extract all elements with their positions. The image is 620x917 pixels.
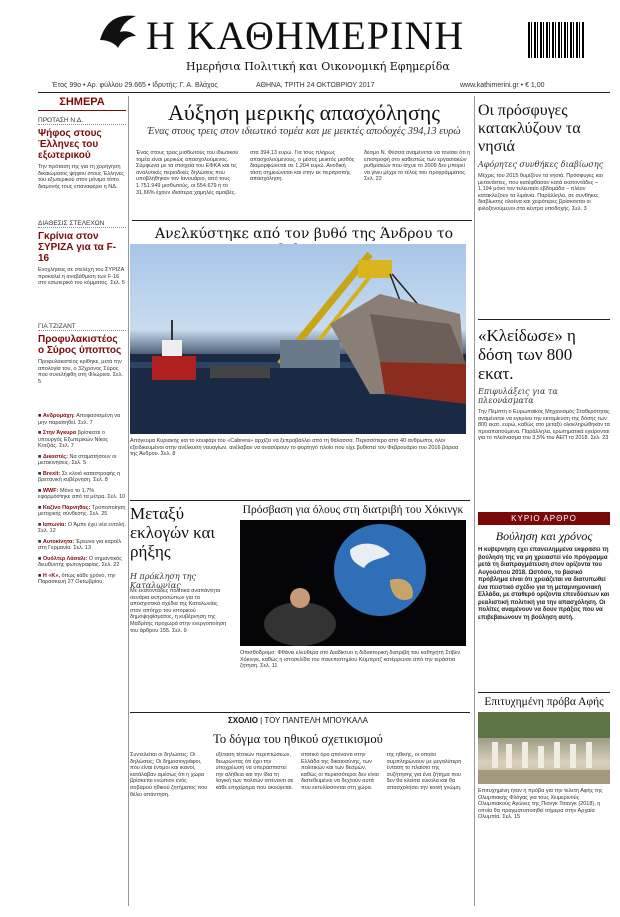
comment-title[interactable]: Το δόγμα του ηθικού σχετικισμού bbox=[213, 732, 383, 746]
editorial-box bbox=[478, 512, 610, 647]
column-divider bbox=[474, 96, 475, 906]
refugees-headline[interactable]: Οι πρόσφυγες κατακλύζουν τα νησιά bbox=[478, 102, 581, 155]
catalonia-text: Με εκατοντάδες πολιτικά αναπάντητα σενάρια εκπροσώπων για τα αποσχιστικά σχέδια της Καταλωνίας στον απόηχο του ιστορικού δημοψηφίσματος, η κυβέρνηση της Μαδρίτης προχωρά στην ενεργοποίηση του άρθρου 155. Σελ. 9 bbox=[130, 588, 227, 634]
lead-column: στα 394,13 ευρώ. Για τους πλήρως απασχολούμενους, ο μέσος μεικτός μισθός διαμορφώνεται σε 1.204 ευρώ. Ανοδική τάση σημειώνεται και στην εκ περιτροπής απασχόληση. bbox=[250, 150, 355, 183]
barcode bbox=[528, 22, 584, 58]
sidebar-brief-item[interactable]: ■ Η «Κ», όπως κάθε χρόνο, την Παρασκευή 27 Οκτωβρίου. bbox=[38, 572, 116, 585]
section-rule bbox=[478, 692, 610, 693]
sidebar-brief-item[interactable]: ■ Ανδρομάχη: Αποφασισμένη να μην παραιτηθεί. Σελ. 7 bbox=[38, 413, 121, 426]
brief-text: Να σταματήσουν οι μετακινήσεις. Σελ. 5 bbox=[38, 453, 117, 466]
brief-label: Αυτοκίνητα: bbox=[42, 538, 75, 545]
section-rule bbox=[478, 319, 610, 320]
shipwreck-image-icon bbox=[130, 244, 466, 434]
brief-text: Αποφασισμένη να μην παραιτηθεί. Σελ. 7 bbox=[38, 413, 121, 426]
editorial-text: Η κυβέρνηση έχει επανειλημμένα εκφράσει τη βούληση της να μη χρειαστεί νέο πρόγραμμα μετά τη διαπραγμάτευση στον ορίζοντα του Αυγούστου 2018. Ωστόσο, το βασικό πρόβλημα είναι ότι χρειάζεται να διατυπωθεί ένα πειστικό σχέδιο για τη μεταμνημονιακή Ελλάδα, με σταθερό ορίζοντα επενδύσεων και ρεαλιστική πολιτική για την απασχόληση. Οι πολίτες αναμένουν να δουν πράξεις που να επιβεβαιώνουν τη βούληση αυτή. bbox=[478, 547, 610, 621]
sidebar-brief-item[interactable]: ■ WWF: Μόνο το 1,7% εφαρμόστηκε από τα μέτρα. Σελ. 10 bbox=[38, 487, 126, 500]
lead-headline[interactable]: Αύξηση μερικής απασχόλησης bbox=[167, 100, 441, 125]
kleidose-headline[interactable]: «Κλείδωσε» η δόση των 800 εκατ. bbox=[478, 326, 576, 383]
comment-column: εξέταση τέτοιων περιπτώσεων, θεωρώντας ότι έχει την υποχρέωση να υπερασπιστεί την αλήθεια και την ίδια τη λογική των πολιτών απέναντι σε κάθε επιχείρημα που ακούγεται. bbox=[215, 752, 294, 791]
comment-author: ΤΟΥ ΠΑΝΤΕΛΗ ΜΠΟΥΚΑΛΑ bbox=[264, 716, 368, 725]
catalonia-subhead: Η πρόκληση της Καταλωνίας bbox=[130, 572, 196, 590]
brief-text: Μόνο το 1,7% εφαρμόστηκε από τα μέτρα. Σελ. 10 bbox=[38, 487, 126, 500]
sidebar-brief-item[interactable]: ■ Ουόλτερ Λάσαλι: Ο σημαντικός διευθυντής φωτογραφίας. Σελ. 22 bbox=[38, 555, 122, 568]
column-divider bbox=[128, 96, 129, 906]
sidebar-block bbox=[38, 220, 126, 317]
brief-text: Ο Άμπε έχει νέα εντολή. Σελ. 12 bbox=[38, 521, 126, 534]
brief-text: Ο σημαντικός διευθυντής φωτογραφίας. Σελ. 22 bbox=[38, 555, 122, 568]
comment-header: ΣΧΟΛΙΟ | ΤΟΥ ΠΑΝΤΕΛΗ ΜΠΟΥΚΑΛΑ bbox=[228, 716, 368, 725]
kleidose-text: Την Πέμπτη ο Ευρωπαϊκός Μηχανισμός Σταθερότητας αναμένεται να εγκρίνει την εκταμίευση της δόσης των 800 εκατ. ευρώ, καθώς στο μεταξύ ολοκληρώθηκαν τα προαπαιτούμενα. Παράλληλα, ερωτηματικά εγείρονται για το πλεόνασμα του 3,5% του ΑΕΠ το 2018. Σελ. 23 bbox=[478, 409, 610, 442]
brief-text: Τροποποίηση μετοχικής σύνθεσης. Σελ. 25 bbox=[38, 504, 126, 517]
section-rule bbox=[130, 712, 470, 713]
lead-subhead: Ένας στους τρεις στον ιδιωτικό τομέα και με μεικτές αποδοχές 394,13 ευρώ bbox=[147, 126, 461, 137]
lead-column: Ένας στους τρεις μισθωτούς του ιδιωτικού τομέα είναι μερικώς απασχολούμενος. Σύμφωνα με τα στοιχεία του ΕΦΚΑ και τις αναλυτικές περιοδικές δηλώσεις που υποβλήθηκαν τον Ιανουάριο, από τους 1.751.949 μισθωτούς, οι 554.679 ή το 31,66% έχουν ιδιαίτερα χαμηλές αμοιβές. bbox=[136, 150, 239, 196]
refugees-text: Μέχρις του 2015 θυμίζουν τα νησιά. Πρόσφυγες και μετανάστες, που κατέφθασαν κατά εκατοντάδες – 1.194 μόνο τον τελευταίο εβδομάδα – πλέον κατακλύζουν τα λιμάνια. Παράλληλα, σε συνθήκες διαβίωσης ολοένα και χειρότερες βρίσκονται οι φιλοξενούμενοι στα κέντρα υποδοχής. Σελ. 3 bbox=[478, 173, 603, 212]
brief-label: WWF: bbox=[42, 487, 59, 494]
sidebar-section-label: ΔΙΑΘΕΣΙΣ ΣΤΕΛΕΧΩΝ bbox=[38, 220, 126, 228]
brief-text: όπως κάθε χρόνο, την Παρασκευή 27 Οκτωβρίου. bbox=[38, 572, 116, 585]
sidebar-brief-item[interactable]: ■ Αυτοκίνητα: Έρευνα για καρτέλ στη Γερμανία. Σελ. 13 bbox=[38, 538, 122, 551]
newspaper-subtitle: Ημερήσια Πολιτική και Οικονομική Εφημερίδα bbox=[186, 60, 450, 73]
brief-label: Δικαστές: bbox=[42, 453, 68, 460]
refugees-subhead: Αφόρητες συνθήκες διαβίωσης bbox=[478, 160, 604, 169]
lead-body bbox=[136, 150, 472, 216]
flame-headline[interactable]: Επιτυχημένη πρόβα Αφής bbox=[484, 696, 604, 708]
newspaper-title: Η ΚΑΘΗΜΕΡΙΝΗ bbox=[146, 13, 465, 58]
sidebar-section-label: ΓΙΑ ΤΖΙΖΑΝΤ bbox=[38, 323, 126, 331]
comment-column: στατικό όρο απέναντι στην Ελλάδα της δικαιοσύνης, των πολιτικών και των θεσμών, καθώς οι περισσότεροι δεν είναι διατεθειμένοι να δεχτούν αυτά που εκτυλίσσονται στη χώρα. bbox=[301, 752, 379, 791]
brief-label: Ιαπωνία: bbox=[42, 521, 67, 528]
brief-text: Σε κλοιό καταστροφής η βρετανική κυβέρνηση. Σελ. 8 bbox=[38, 470, 121, 483]
flame-text: Επιτυχημένη ήταν η πρόβα για την τελετή Αφής της Ολυμπιακής Φλόγας για τους Χειμερινούς Ολυμπιακούς Αγώνες της Πιονγκ Τσανγκ (2018), η οποία θα πραγματοποιηθεί σήμερα στην Αρχαία Ολυμπία. Σελ. 15 bbox=[478, 788, 603, 821]
section-rule bbox=[130, 500, 470, 501]
brief-label: Brexit: bbox=[42, 470, 61, 477]
sidebar-brief-item[interactable]: ■ Στην Άγκυρα βρίσκεται ο υπουργός Εξωτερικών Νίκος Κοτζιάς. Σελ. 7 bbox=[38, 430, 109, 449]
refugees-story bbox=[478, 96, 610, 519]
meta-website: www.kathimerini.gr • € 1,00 bbox=[460, 82, 545, 89]
sidebar-block-title[interactable]: Γκρίνια στον ΣΥΡΙΖΑ για τα F-16 bbox=[38, 231, 117, 264]
masthead-rule bbox=[38, 92, 610, 93]
meta-date: ΑΘΗΝΑ, ΤΡΙΤΗ 24 ΟΚΤΩΒΡΙΟΥ 2017 bbox=[256, 82, 375, 89]
catalonia-headline[interactable]: Μεταξύ εκλογών και ρήξης bbox=[130, 504, 215, 561]
editorial-title[interactable]: Βούληση και χρόνος bbox=[495, 529, 593, 543]
sidebar-block-text: Ενοχλήσεις σε στελέχη του ΣΥΡΙΖΑ προκαλεί η αναβάθμιση των F-16 στο εσωτερικό του κόμματος. Σελ. 5 bbox=[38, 267, 125, 286]
sidebar-today bbox=[38, 96, 126, 906]
cabrera-photo[interactable] bbox=[130, 244, 466, 434]
brief-text: Έρευνα για καρτέλ στη Γερμανία. Σελ. 13 bbox=[38, 538, 122, 551]
brief-label: Η «Κ», bbox=[42, 572, 60, 579]
lead-column: δέσμο Ν. Φέσσα αναμένεται να τονίσει ότι η επιστροφή στο καθεστώς των εργασιακών ρυθμίσεων που ίσχυε το 2009 δεν μπορεί να γίνει μέχρι το τέλος του προγράμματος. Σελ. 22 bbox=[364, 150, 471, 183]
hawking-caption: Οπισθόδρομο: Φθάνει ελεύθερα στο Διαδίκτυο η διδακτορική διατριβή του καθηγητή Στίβεν Χόκινγκ, καθώς η ιστοσελίδα του πανεπιστημίου Κέιμπριτζ κατέρρευσε από την τεράστια ζήτηση. Σελ. 11 bbox=[240, 650, 461, 669]
sidebar-brief-item[interactable]: ■ Καζίνο Πάρνηθας: Τροποποίηση μετοχικής σύνθεσης. Σελ. 25 bbox=[38, 504, 126, 517]
sidebar-block bbox=[38, 117, 126, 214]
cabrera-headline[interactable]: Ανελκύστηκε από τον βυθό της Άνδρου το bbox=[155, 226, 453, 242]
editorial-label: ΚΥΡΙΟ ΑΡΘΡΟ bbox=[478, 512, 610, 525]
cabrera-caption: Απόγευμα Κυριακής και το κουφάρι του «Cabrera» αρχίζει να ξεπροβάλλει από τη θάλασσα. Περισσότερο από 40 άνθρωποι, όλοι εξειδικευμένοι στην ανέλκυση ναυαγίων, ανέλαβαν να ανασύρουν το φορτηγό πλοίο που είχε βυθιστεί τον Φεβρουάριο του 2016 βόρεια της Άνδρου. Σελ. 8 bbox=[130, 438, 459, 457]
section-rule bbox=[132, 220, 472, 221]
sidebar-brief-item[interactable]: ■ Ιαπωνία: Ο Άμπε έχει νέα εντολή. Σελ. 12 bbox=[38, 521, 126, 534]
brief-label: Ουόλτερ Λάσαλι: bbox=[42, 555, 88, 562]
comment-column: της ηθικής, οι οποίοι συμπληρώνουν με μεγαλύτερη ένταση το πλαίσιο της συζήτησης για ένα ζήτημα που δεν θα κλείσει εύκολα και θα απασχολήσει την κοινή γνώμη. bbox=[386, 752, 462, 791]
hawking-photo[interactable] bbox=[240, 520, 466, 646]
sidebar-block bbox=[38, 323, 126, 409]
flame-photo[interactable] bbox=[478, 712, 610, 784]
brief-label: Ανδρομάχη: bbox=[42, 413, 75, 419]
sidebar-block-title[interactable]: Προφυλακιστέος ο Σύρος ύποπτος bbox=[38, 334, 122, 356]
brief-text: βρίσκεται ο υπουργός Εξωτερικών Νίκος Κοτζιάς. Σελ. 7 bbox=[38, 430, 109, 449]
sidebar-block-text: Προφυλακιστέος κρίθηκε, μετά την απολογία του, ο 32χρονος Σύρος που συνελήφθη στη Φλώρινα. Σελ. 5 bbox=[38, 359, 123, 385]
sidebar-brief-item[interactable]: ■ Δικαστές: Να σταματήσουν οι μετακινήσεις. Σελ. 5 bbox=[38, 453, 117, 466]
meta-issue: Έτος 99ο • Αρ. φύλλου 29.665 • Ιδρυτής: Γ. Α. Βλάχος bbox=[52, 82, 218, 89]
earth-image-icon bbox=[240, 520, 466, 646]
owl-logo-icon bbox=[96, 10, 140, 54]
sidebar-brief-item[interactable]: ■ Brexit: Σε κλοιό καταστροφής η βρετανική κυβέρνηση. Σελ. 8 bbox=[38, 470, 121, 483]
sidebar-block-title[interactable]: Ψήφος στους Έλληνες του εξωτερικού bbox=[38, 128, 102, 161]
sidebar-block-text: Την πρόταση της για τη χορήγηση δικαιώματος ψήφου στους Έλληνες του εξωτερικού στον μόνιμο τόπο διαμονής τους επαναφέρει η ΝΔ. bbox=[38, 164, 124, 190]
comment-label: ΣΧΟΛΙΟ bbox=[228, 716, 258, 725]
brief-label: Στην Άγκυρα bbox=[42, 430, 77, 436]
sidebar-header: ΣΗΜΕΡΑ bbox=[38, 96, 126, 111]
brief-label: Καζίνο Πάρνηθας: bbox=[42, 504, 91, 511]
ceremony-image-icon bbox=[478, 712, 610, 784]
comment-body bbox=[130, 752, 466, 902]
comment-column: Συντελείται οι δηλώσεις; Οι δηλώσεις; Οι δημοσιογράφοι, που είναι έντιμοι και ικανοί, κατάλαβαν αμέσως ότι η χώρα βρίσκεται ενώπιον ενός σοβαρού ηθικού ζητήματος που θέλει απάντηση. bbox=[130, 752, 208, 798]
masthead bbox=[0, 0, 620, 96]
kleidose-subhead: Επιφυλάξεις για τα πλεονάσματα bbox=[478, 387, 558, 405]
sidebar-section-label: ΠΡΟΤΑΣΗ Ν.Δ. bbox=[38, 117, 126, 125]
hawking-headline[interactable]: Πρόσβαση για όλους στη διατριβή του Χόκινγκ bbox=[242, 504, 464, 516]
